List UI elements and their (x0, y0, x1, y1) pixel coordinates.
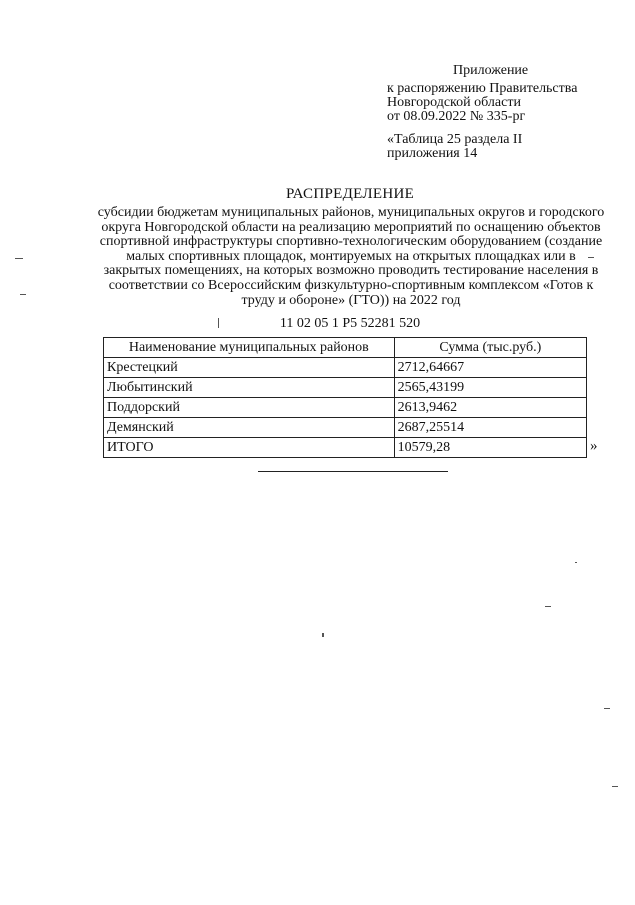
header-amount: Сумма (тыс.руб.) (394, 338, 586, 358)
district-name-cell: Поддорский (104, 398, 395, 418)
district-name-cell: Крестецкий (104, 358, 395, 378)
scan-speck (612, 786, 618, 787)
amount-cell: 2687,25514 (394, 418, 586, 438)
district-name-cell: Демянский (104, 418, 395, 438)
document-subtitle: субсидии бюджетам муниципальных районов, муниципальных округов и городского округа Новгородской области на реализацию мероприятий по оснащению объектов спортивной инфраструктуры спортивно-технологическим оборудованием (создание малых спортивных площадок, монтируемых на открытых площадках или в закрытых помещениях, на которых возможно проводить тестирование населения в соответствии со Всероссийским физкультурно-спортивным комплексом «Готов к труду и обороне» (ГТО)) на 2022 год (97, 205, 605, 308)
scan-speck (322, 633, 324, 637)
scan-speck (604, 708, 610, 709)
appendix-title: Приложение (453, 63, 529, 78)
header-district-name: Наименование муниципальных районов (104, 338, 395, 358)
amount-cell: 2565,43199 (394, 378, 586, 398)
budget-classification-code: 11 02 05 1 P5 52281 520 (279, 316, 421, 331)
table-row (104, 398, 587, 418)
total-label-cell: ИТОГО (104, 438, 395, 458)
appendix-block (387, 64, 627, 161)
document-heading: РАСПРЕДЕЛЕНИЕ (285, 186, 415, 202)
scan-speck (20, 294, 26, 295)
table-reference-line: приложения 14 (387, 146, 478, 161)
district-name-cell: Любытинский (104, 378, 395, 398)
closing-quote: » (590, 438, 598, 454)
appendix-order-line: к распоряжению Правительства (387, 81, 578, 96)
separator-line (258, 471, 448, 472)
amount-cell: 2712,64667 (394, 358, 586, 378)
table-row (104, 418, 587, 438)
distribution-table (103, 337, 587, 458)
amount-cell: 2613,9462 (394, 398, 586, 418)
table-row (104, 378, 587, 398)
total-amount-cell: 10579,28 (394, 438, 586, 458)
table-header-row (104, 338, 587, 358)
scan-speck (545, 606, 551, 607)
table-row (104, 358, 587, 378)
appendix-date-line: от 08.09.2022 № 335-рг (387, 109, 526, 124)
scan-speck (575, 562, 577, 563)
scan-speck (588, 257, 594, 258)
scan-speck (218, 318, 219, 328)
scan-speck (15, 258, 23, 259)
table-reference-line: «Таблица 25 раздела II (387, 132, 523, 147)
table-total-row (104, 438, 587, 458)
appendix-region-line: Новгородской области (387, 95, 521, 110)
